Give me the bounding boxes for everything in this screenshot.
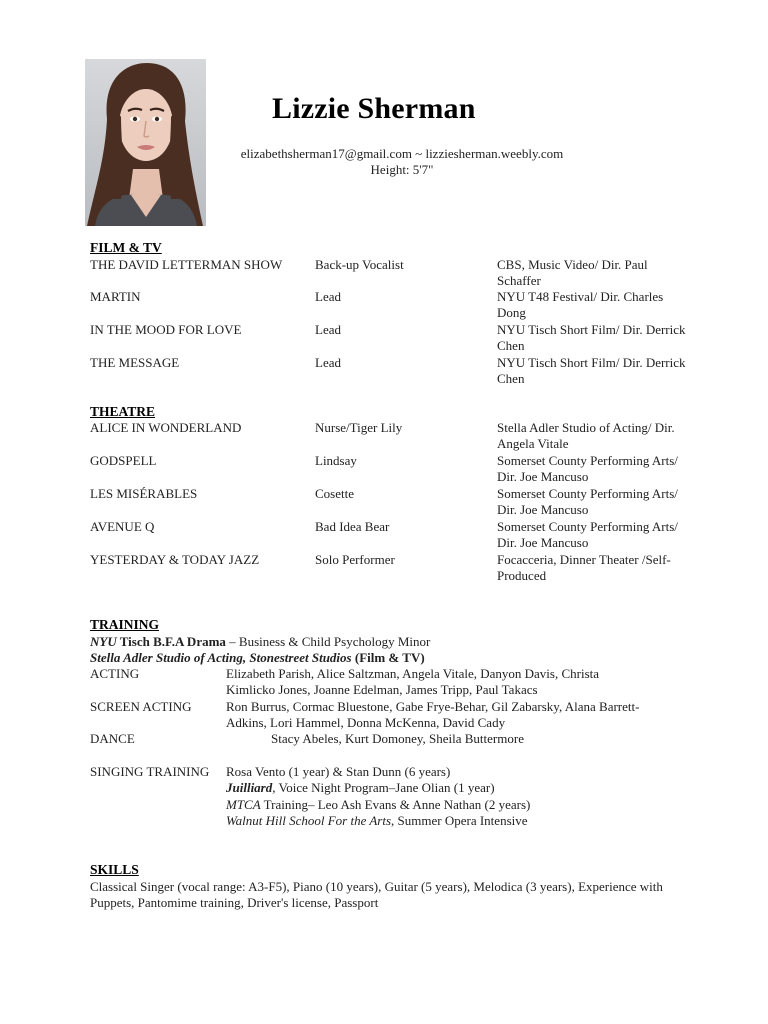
training-teachers: Ron Burrus, Cormac Bluestone, Gabe Frye-Behar, Gil Zabarsky, Alana Barrett-Adkins, Lori Hammel, Donna McKenna, David Cady xyxy=(226,699,640,730)
credit-role: Lindsay xyxy=(315,453,357,468)
nyu-program-detail: – Business & Child Psychology Minor xyxy=(225,634,431,649)
credit-role: Lead xyxy=(315,289,341,304)
credit-title: LES MISÉRABLES xyxy=(90,486,198,501)
nyu-school-rest: Tisch B.F.A Drama xyxy=(116,634,226,649)
height-line: Height: 5'7" xyxy=(370,162,434,177)
mtca-name: MTCA xyxy=(226,797,261,812)
walnut-hill-detail: , Summer Opera Intensive xyxy=(391,813,528,828)
credit-title: IN THE MOOD FOR LOVE xyxy=(90,322,242,337)
training-teachers: Stacy Abeles, Kurt Domoney, Sheila Buttermore xyxy=(271,731,524,746)
headshot-illustration xyxy=(85,59,206,226)
training-nyu-line xyxy=(90,634,430,650)
contact-line: elizabethsherman17@gmail.com ~ lizziesherman.weebly.com xyxy=(240,146,564,161)
credit-venue: Stella Adler Studio of Acting/ Dir. Angela Vitale xyxy=(497,420,675,451)
training-label: SINGING TRAINING xyxy=(90,764,210,779)
singing-line-2 xyxy=(226,780,646,796)
credit-role: Cosette xyxy=(315,486,354,501)
credit-role: Solo Performer xyxy=(315,552,395,567)
credit-title: YESTERDAY & TODAY JAZZ xyxy=(90,552,260,567)
training-label: ACTING xyxy=(90,666,140,681)
credit-title: GODSPELL xyxy=(90,453,157,468)
credit-title: THE DAVID LETTERMAN SHOW xyxy=(90,257,283,272)
credit-venue: NYU Tisch Short Film/ Dir. Derrick Chen xyxy=(497,355,686,386)
credit-title: ALICE IN WONDERLAND xyxy=(90,420,242,435)
credit-role: Lead xyxy=(315,355,341,370)
juilliard-name: Juilliard xyxy=(226,780,273,795)
singing-line-1: Rosa Vento (1 year) & Stan Dunn (6 years) xyxy=(226,764,451,779)
credit-title: THE MESSAGE xyxy=(90,355,180,370)
stella-school: Stella Adler Studio of Acting, Stonestreet Studios xyxy=(90,650,352,665)
film-tv-heading: FILM & TV xyxy=(90,240,162,255)
credit-venue: NYU Tisch Short Film/ Dir. Derrick Chen xyxy=(497,322,686,353)
credit-role: Back-up Vocalist xyxy=(315,257,404,272)
credit-role: Lead xyxy=(315,322,341,337)
theatre-heading: THEATRE xyxy=(90,404,156,419)
training-heading: TRAINING xyxy=(90,617,160,632)
credit-venue: Somerset County Performing Arts/ Dir. Joe Mancuso xyxy=(497,486,678,517)
credit-venue: Somerset County Performing Arts/ Dir. Joe Mancuso xyxy=(497,519,678,550)
juilliard-detail: , Voice Night Program–Jane Olian (1 year) xyxy=(272,780,495,795)
training-label: SCREEN ACTING xyxy=(90,699,192,714)
singing-line-4 xyxy=(226,813,646,829)
nyu-school-italic: NYU xyxy=(90,634,117,649)
training-stella-line xyxy=(90,650,425,666)
credit-title: AVENUE Q xyxy=(90,519,155,534)
credit-venue: NYU T48 Festival/ Dir. Charles Dong xyxy=(497,289,664,320)
credit-venue: Focacceria, Dinner Theater /Self-Produced xyxy=(497,552,671,583)
stella-detail: (Film & TV) xyxy=(351,650,425,665)
credit-venue: CBS, Music Video/ Dir. Paul Schaffer xyxy=(497,257,648,288)
headshot-photo xyxy=(85,59,206,226)
training-teachers: Elizabeth Parish, Alice Saltzman, Angela Vitale, Danyon Davis, Christa Kimlicko Jones, Joanne Edelman, James Tripp, Paul Takacs xyxy=(226,666,600,697)
walnut-hill-name: Walnut Hill School For the Arts xyxy=(226,813,392,828)
skills-text: Classical Singer (vocal range: A3-F5), Piano (10 years), Guitar (5 years), Melodica (3 years), Experience with Puppets, Pantomime training, Driver's license, Passport xyxy=(90,879,663,910)
singing-line-3 xyxy=(226,797,646,813)
training-label: DANCE xyxy=(90,731,135,746)
candidate-name: Lizzie Sherman xyxy=(272,92,476,125)
credit-role: Bad Idea Bear xyxy=(315,519,390,534)
credit-venue: Somerset County Performing Arts/ Dir. Joe Mancuso xyxy=(497,453,678,484)
credit-title: MARTIN xyxy=(90,289,141,304)
mtca-detail: Training– Leo Ash Evans & Anne Nathan (2 years) xyxy=(260,797,531,812)
skills-heading: SKILLS xyxy=(90,862,139,877)
credit-role: Nurse/Tiger Lily xyxy=(315,420,403,435)
